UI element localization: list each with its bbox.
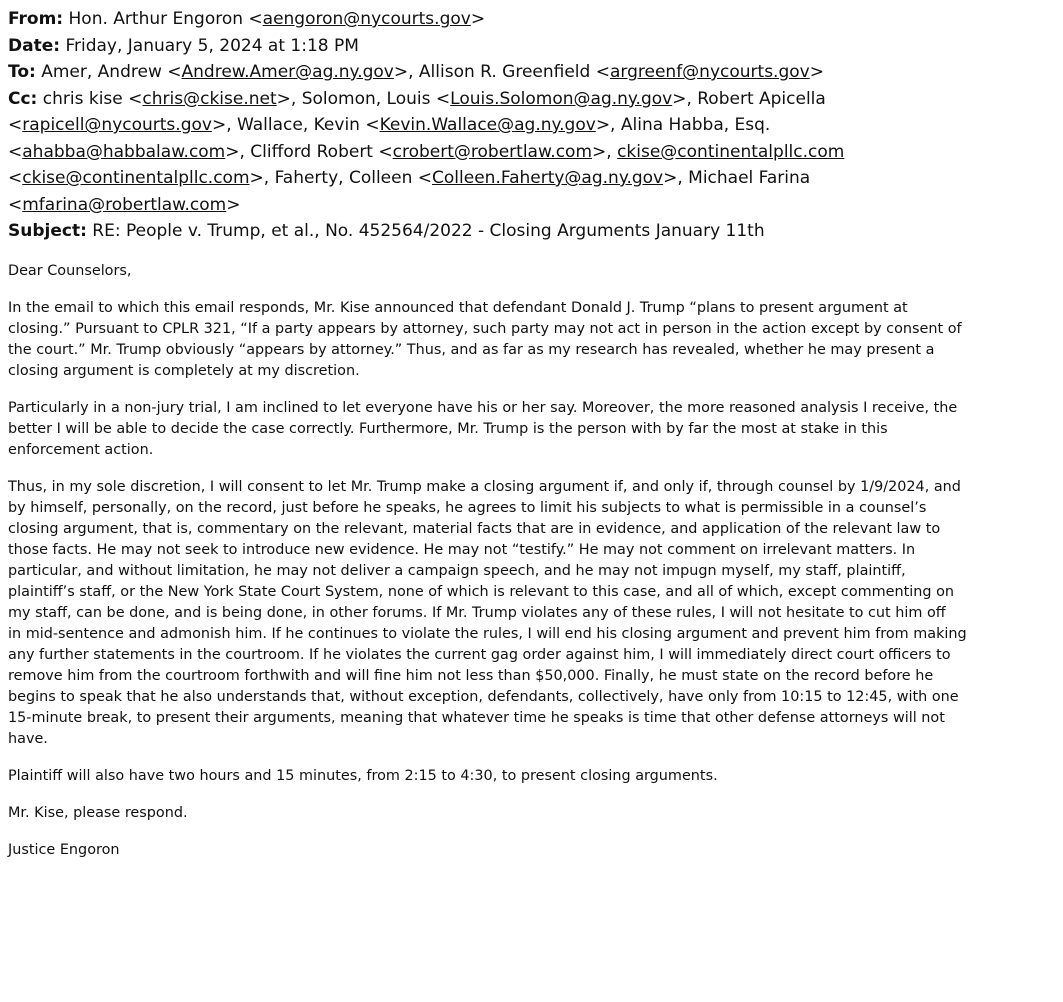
cc-label: Cc: [8, 88, 38, 109]
to-text: Amer, Andrew < [41, 62, 182, 82]
subject-label: Subject: [8, 221, 87, 241]
cc-email-link[interactable]: chris@ckise.net [142, 88, 277, 109]
cc-text: >, Clifford Robert < [225, 141, 393, 162]
body-line: any further statements in the courtroom. If he violates the current gag order against him, I will immediately direct court officers to [8, 646, 951, 663]
body-line: plaintiff’s staff, or the New York State Court System, none of which is relevant to this case, and all of which, except commenting on [8, 583, 955, 600]
date-value: Friday, January 5, 2024 at 1:18 PM [65, 35, 359, 56]
body-line: begins to speak that he also understands that, without exception, defendants, collectively, have only from 10:15 to 12:45, with one [8, 688, 959, 705]
body-line: have. [8, 730, 48, 747]
body-line: closing.” Pursuant to CPLR 321, “If a party appears by attorney, such party may not act in person in the action except by consent of [8, 320, 962, 337]
cc-text: >, Solomon, Louis < [276, 88, 451, 109]
cc-email-link[interactable]: ahabba@habbalaw.com [22, 141, 226, 162]
cc-email-link[interactable]: Louis.Solomon@ag.ny.gov [450, 88, 673, 109]
cc-email-link[interactable]: ckise@continentalpllc.com [22, 168, 250, 188]
cc-line [8, 165, 1058, 192]
to-email-link[interactable]: Andrew.Amer@ag.ny.gov [181, 62, 394, 82]
body-paragraph: Mr. Kise, please respond. [8, 804, 188, 821]
body-line: enforcement action. [8, 441, 154, 458]
cc-line [8, 192, 1058, 219]
from-line [8, 6, 1058, 33]
from-email-link[interactable]: aengoron@nycourts.gov [262, 9, 471, 29]
to-line [8, 59, 1058, 86]
cc-email-link[interactable]: Colleen.Faherty@ag.ny.gov [432, 168, 664, 188]
cc-text: >, Robert Apicella [672, 88, 826, 109]
greeting: Dear Counselors, [8, 262, 132, 279]
subject-line [8, 218, 1058, 245]
body-line: remove him from the courtroom forthwith and will fine him not less than $50,000. Finally, he must state on the record before he [8, 667, 934, 684]
email-document [8, 6, 1058, 877]
cc-text: >, Faherty, Colleen < [249, 168, 433, 188]
signature: Justice Engoron [8, 841, 120, 858]
cc-line [8, 112, 1058, 139]
cc-text: < [8, 141, 23, 162]
cc-text: >, Alina Habba, Esq. [595, 115, 771, 135]
body-line: closing argument is completely at my discretion. [8, 362, 360, 379]
body-line: In the email to which this email responds, Mr. Kise announced that defendant Donald J. Trump “plans to present argument at [8, 299, 908, 316]
cc-email-link[interactable]: crobert@robertlaw.com [392, 141, 593, 162]
cc-email-link[interactable]: mfarina@robertlaw.com [22, 194, 227, 215]
email-body [8, 261, 1058, 861]
to-label: To: [8, 62, 36, 82]
cc-text: < [8, 194, 23, 215]
email-header [8, 6, 1058, 245]
body-line: by himself, personally, on the record, just before he speaks, he agrees to limit his subjects to what is permissible in a counsel’s [8, 499, 927, 516]
cc-email-link[interactable]: rapicell@nycourts.gov [22, 115, 212, 135]
cc-text: < [8, 168, 23, 188]
from-label: From: [8, 9, 64, 29]
cc-email-link[interactable]: Kevin.Wallace@ag.ny.gov [379, 115, 596, 135]
body-line: those facts. He may not seek to introduce new evidence. He may not “testify.” He may not comment on irrelevant matters. In [8, 541, 916, 558]
cc-text: >, [592, 141, 618, 162]
from-end: > [470, 9, 486, 29]
body-line: 15-minute break, to present their arguments, meaning that whatever time he speaks is time that other defense attorneys will not [8, 709, 945, 726]
body-line: closing argument, that is, commentary on the relevant, material facts that are in evidence, and application of the relevant law to [8, 520, 941, 537]
body-line: Thus, in my sole discretion, I will consent to let Mr. Trump make a closing argument if, and only if, through counsel by 1/9/2024, and [8, 478, 961, 495]
cc-text: > [226, 194, 241, 215]
cc-text: chris kise < [42, 88, 143, 109]
body-line: my staff, can be done, and is being done, in other forums. If Mr. Trump violates any of these rules, I will not hesitate to cut him off [8, 604, 946, 621]
body-line: particular, and without limitation, he may not deliver a campaign speech, and he may not impugn myself, my staff, plaintiff, [8, 562, 906, 579]
cc-line [8, 86, 1058, 113]
to-text: >, Allison R. Greenfield < [393, 62, 610, 82]
date-label: Date: [8, 35, 61, 56]
to-email-link[interactable]: argreenf@nycourts.gov [609, 62, 810, 82]
subject-value: RE: People v. Trump, et al., No. 452564/2022 - Closing Arguments January 11th [92, 221, 765, 241]
cc-line [8, 139, 1058, 166]
body-paragraph [8, 477, 1058, 750]
body-line: in mid-sentence and admonish him. If he continues to violate the rules, I will end his closing argument and prevent him from making [8, 625, 967, 642]
body-line: Particularly in a non-jury trial, I am inclined to let everyone have his or her say. Moreover, the more reasoned analysis I receive, the [8, 399, 958, 416]
cc-email-link[interactable]: ckise@continentalpllc.com [617, 141, 845, 162]
cc-text: >, Wallace, Kevin < [211, 115, 380, 135]
cc-text: >, Michael Farina [663, 168, 811, 188]
from-name: Hon. Arthur Engoron < [68, 9, 263, 29]
body-paragraph: Plaintiff will also have two hours and 15 minutes, from 2:15 to 4:30, to present closing arguments. [8, 767, 718, 784]
body-line: better I will be able to decide the case correctly. Furthermore, Mr. Trump is the person with by far the most at stake in this [8, 420, 888, 437]
body-paragraph [8, 298, 1058, 382]
to-text: > [809, 62, 824, 82]
date-line [8, 33, 1058, 60]
cc-text: < [8, 115, 23, 135]
body-paragraph [8, 398, 1058, 461]
body-line: the court.” Mr. Trump obviously “appears by attorney.” Thus, and as far as my research has revealed, whether he may present a [8, 341, 935, 358]
